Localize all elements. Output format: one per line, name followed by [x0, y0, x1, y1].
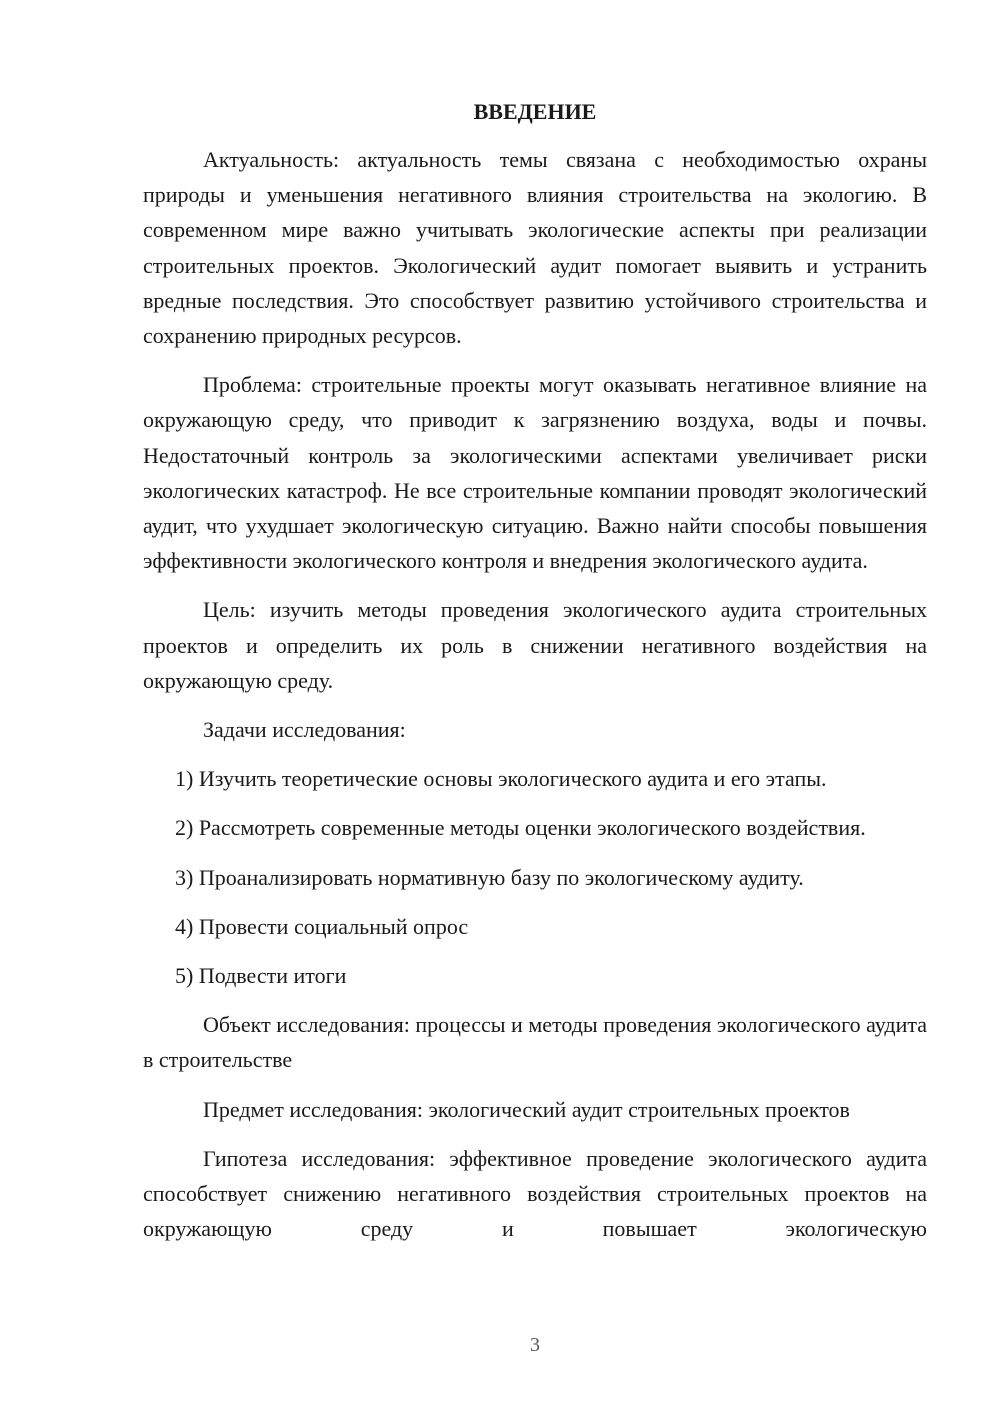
paragraph-goal: Цель: изучить методы проведения экологического аудита строительных проектов и определить их роль в снижении негативного воздействия на окружающую среду. [143, 597, 927, 693]
task-item-2: 2) Рассмотреть современные методы оценки экологического воздействия. [175, 815, 866, 841]
tasks-title: Задачи исследования: [203, 717, 406, 743]
document-body [143, 94, 927, 1260]
task-item-1: 1) Изучить теоретические основы экологического аудита и его этапы. [175, 766, 827, 792]
task-item-5: 5) Подвести итоги [175, 963, 347, 989]
paragraph-object: Объект исследования: процессы и методы проведения экологического аудита в строительстве [143, 1012, 927, 1073]
paragraph-subject: Предмет исследования: экологический аудит строительных проектов [203, 1096, 850, 1122]
task-item-3: 3) Проанализировать нормативную базу по экологическому аудиту. [175, 864, 804, 890]
task-item-4: 4) Провести социальный опрос [175, 913, 469, 939]
paragraph-relevance: Актуальность: актуальность темы связана с необходимостью охраны природы и уменьшения негативного влияния строительства на экологию. В современном мире важно учитывать экологические аспекты при реализации строительных проектов. Экологический аудит помогает выявить и устранить вредные последствия. Это способствует развитию устойчивого строительства и сохранению природных ресурсов. [143, 147, 927, 349]
section-heading: ВВЕДЕНИЕ [473, 99, 597, 124]
page-number: 3 [530, 1334, 540, 1356]
paragraph-problem: Проблема: строительные проекты могут оказывать негативное влияние на окружающую среду, что приводит к загрязнению воздуха, воды и почвы. Недостаточный контроль за экологическими аспектами увеличивает риски экологических катастроф. Не все строительные компании проводят экологический аудит, что ухудшает экологическую ситуацию. Важно найти способы повышения эффективности экологического контроля и внедрения экологического аудита. [143, 372, 927, 574]
paragraph-hypothesis: Гипотеза исследования: эффективное проведение экологического аудита способствует снижению негативного воздействия строительных проектов на окружающую среду и повышает экологическую [143, 1145, 927, 1242]
